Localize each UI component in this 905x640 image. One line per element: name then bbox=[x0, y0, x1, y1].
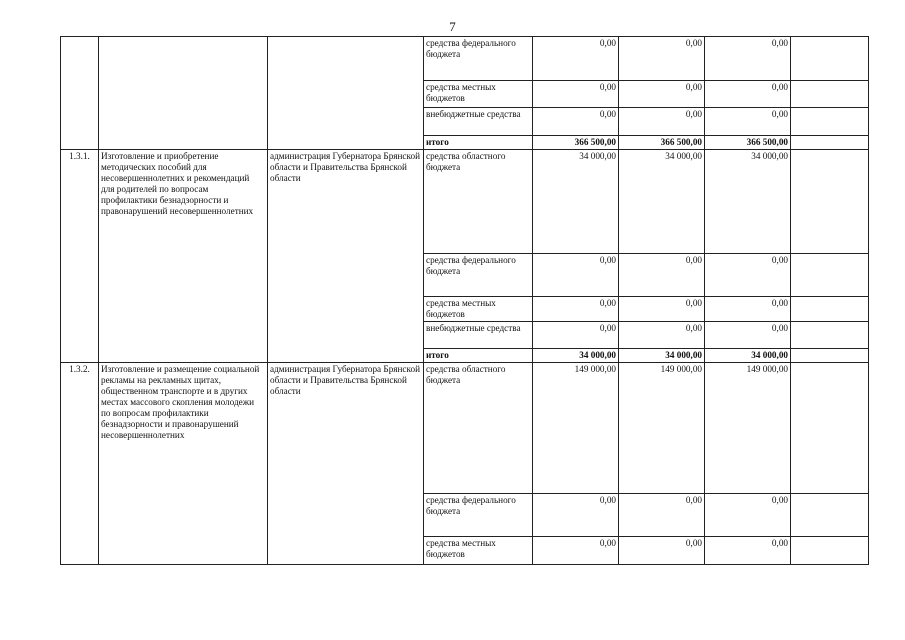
value-cell: 0,00 bbox=[619, 494, 705, 537]
empty-cell bbox=[791, 537, 869, 565]
source-cell: средства местных бюджетов bbox=[424, 297, 533, 322]
value-cell: 149 000,00 bbox=[619, 363, 705, 494]
table-row bbox=[61, 37, 869, 81]
source-cell: итого bbox=[424, 136, 533, 150]
total-value-cell: 34 000,00 bbox=[533, 349, 619, 363]
source-cell: средства федерального бюджета bbox=[424, 494, 533, 537]
value-cell: 0,00 bbox=[533, 537, 619, 565]
table-row bbox=[61, 150, 869, 254]
index-cell: 1.3.1. bbox=[61, 150, 99, 363]
value-cell: 34 000,00 bbox=[705, 150, 791, 254]
name-cell: Изготовление и приобретение методических пособий для несовершеннолетних и рекомендаций для родителей по вопросам профилактики безнадзорности и правонарушений несовершеннолетних bbox=[99, 150, 268, 363]
executor-cell bbox=[268, 37, 424, 150]
table-row bbox=[61, 363, 869, 494]
value-cell: 0,00 bbox=[533, 81, 619, 108]
value-cell: 0,00 bbox=[619, 537, 705, 565]
value-cell: 0,00 bbox=[533, 37, 619, 81]
value-cell: 0,00 bbox=[619, 254, 705, 297]
total-value-cell: 366 500,00 bbox=[533, 136, 619, 150]
empty-cell bbox=[791, 150, 869, 254]
name-cell: Изготовление и размещение социальной рекламы на рекламных щитах, общественном транспорте и в других местах массового скопления молодежи по вопросам профилактики безнадзорности и правонарушений несовершеннолетних bbox=[99, 363, 268, 565]
value-cell: 34 000,00 bbox=[533, 150, 619, 254]
empty-cell bbox=[791, 349, 869, 363]
source-cell: внебюджетные средства bbox=[424, 322, 533, 349]
value-cell: 0,00 bbox=[533, 108, 619, 136]
value-cell: 149 000,00 bbox=[705, 363, 791, 494]
value-cell: 0,00 bbox=[533, 494, 619, 537]
name-cell bbox=[99, 37, 268, 150]
value-cell: 0,00 bbox=[705, 322, 791, 349]
executor-cell: администрация Губернатора Брянской области и Правительства Брянской области bbox=[268, 363, 424, 565]
executor-cell: администрация Губернатора Брянской области и Правительства Брянской области bbox=[268, 150, 424, 363]
value-cell: 0,00 bbox=[619, 81, 705, 108]
empty-cell bbox=[791, 254, 869, 297]
value-cell: 0,00 bbox=[705, 254, 791, 297]
total-value-cell: 34 000,00 bbox=[619, 349, 705, 363]
value-cell: 0,00 bbox=[619, 108, 705, 136]
empty-cell bbox=[791, 136, 869, 150]
value-cell: 0,00 bbox=[619, 322, 705, 349]
source-cell: средства областного бюджета bbox=[424, 150, 533, 254]
value-cell: 0,00 bbox=[705, 81, 791, 108]
value-cell: 0,00 bbox=[705, 37, 791, 81]
empty-cell bbox=[791, 363, 869, 494]
page-number: 7 bbox=[449, 19, 456, 34]
source-cell: внебюджетные средства bbox=[424, 108, 533, 136]
value-cell: 0,00 bbox=[533, 297, 619, 322]
total-value-cell: 34 000,00 bbox=[705, 349, 791, 363]
empty-cell bbox=[791, 494, 869, 537]
value-cell: 0,00 bbox=[705, 108, 791, 136]
total-value-cell: 366 500,00 bbox=[705, 136, 791, 150]
value-cell: 0,00 bbox=[533, 254, 619, 297]
total-value-cell: 366 500,00 bbox=[619, 136, 705, 150]
source-cell: средства федерального бюджета bbox=[424, 37, 533, 81]
empty-cell bbox=[791, 297, 869, 322]
value-cell: 0,00 bbox=[619, 297, 705, 322]
value-cell: 34 000,00 bbox=[619, 150, 705, 254]
value-cell: 0,00 bbox=[705, 494, 791, 537]
index-cell: 1.3.2. bbox=[61, 363, 99, 565]
value-cell: 0,00 bbox=[705, 537, 791, 565]
source-cell: средства местных бюджетов bbox=[424, 537, 533, 565]
value-cell: 0,00 bbox=[619, 37, 705, 81]
source-cell: средства областного бюджета bbox=[424, 363, 533, 494]
empty-cell bbox=[791, 37, 869, 81]
value-cell: 0,00 bbox=[533, 322, 619, 349]
empty-cell bbox=[791, 322, 869, 349]
budget-table bbox=[60, 36, 869, 565]
source-cell: итого bbox=[424, 349, 533, 363]
value-cell: 149 000,00 bbox=[533, 363, 619, 494]
empty-cell bbox=[791, 108, 869, 136]
source-cell: средства федерального бюджета bbox=[424, 254, 533, 297]
empty-cell bbox=[791, 81, 869, 108]
value-cell: 0,00 bbox=[705, 297, 791, 322]
index-cell bbox=[61, 37, 99, 150]
source-cell: средства местных бюджетов bbox=[424, 81, 533, 108]
